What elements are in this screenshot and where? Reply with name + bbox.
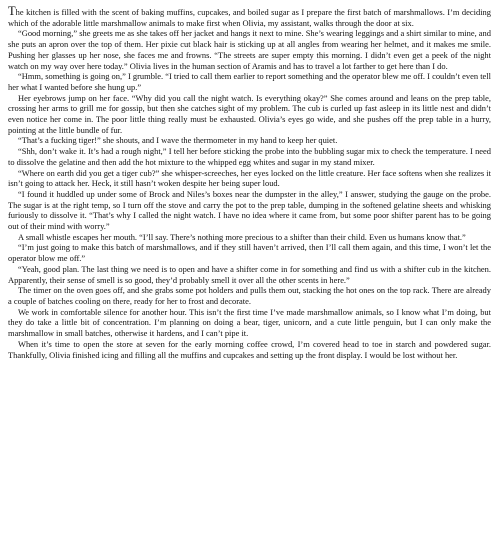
paragraph-9: A small whistle escapes her mouth. “I’ll say. There’s nothing more precious to a shifter than their child. Even us humans know that.” (18, 231, 466, 242)
paragraph-6: “Shh, don’t wake it. It’s had a rough night,” I tell her before sticking the probe into the bubbling sugar mix to check the temperature. I need to dissolve the gelatine and then add the hot mixture to the whipped egg whites and sugar in my stand mixer. (8, 146, 491, 167)
paragraph-1-text: he kitchen is filled with the scent of baking muffins, cupcakes, and boiled sugar as I prepare the first batch of marshmallows. I’m deciding which of the adorable little marshmallow animals to make first when Olivia, my assistant, walks through the door at six. (8, 7, 491, 28)
paragraph-11: “Yeah, good plan. The last thing we need is to open and have a shifter come in for something and find us with a shifter cub in the kitchen. Apparently, their sense of smell is so good, they’d probably smell it over all the other scents in here.” (8, 263, 491, 285)
paragraph-1 (8, 6, 491, 28)
drop-cap: T (8, 4, 16, 18)
paragraph-13: We work in comfortable silence for another hour. This isn’t the first time I’ve made marshmallow animals, so I know what I’m doing, but they do take a little bit of concentration. I’m planning on doing a bear, tiger, unicorn, and a cute little penguin, but I can only make the marshmallow in small batches, otherwise it hardens, and I can’t pipe it. (8, 306, 491, 339)
paragraph-3: “Hmm, something is going on,” I grumble. “I tried to call them earlier to report something and the operator blew me off. I couldn’t even tell her what I wanted before she hung up.” (8, 71, 491, 92)
paragraph-10: “I’m just going to make this batch of marshmallows, and if they still haven’t arrived, then I’ll call them again, and this time, I won’t let the operator blow me off.” (8, 242, 491, 264)
paragraph-8: “I found it huddled up under some of Brock and Niles’s boxes near the dumpster in the alley,” I answer, studying the gauge on the probe. The sugar is at the right temp, so I turn off the stove and carry the pot to the prep table, dumping in the softened gelatine sheets and whisking furiously to dissolve it. “That’s why I called the night watch. I have no idea where it came from, but some poor shifter parent has to be going out of their mind with worry.” (8, 188, 491, 232)
paragraph-7: “Where on earth did you get a tiger cub?” she whisper-screeches, her eyes locked on the little creature. Her face softens when she realizes it isn’t going to attack her. Heck, it still hasn’t woken despite her being super loud. (8, 167, 491, 189)
paragraph-2: “Good morning,” she greets me as she takes off her jacket and hangs it next to mine. She’s wearing leggings and a shirt similar to mine, and she puts an apron over the top of them. Her pixie cut black hair is sticking up at all angles from wearing her helmet, and it makes me smile. Pushing her glasses up her nose, she faces me and frowns. “The streets are super empty this morning. I didn’t even get a peek of the night watch on my way over here today.” Olivia lives in the human section of Aramis and has to travel a lot farther to get here than I do. (8, 28, 491, 71)
paragraph-4: Her eyebrows jump on her face. “Why did you call the night watch. Is everything okay?” She comes around and leans on the prep table, crossing her arms to grill me for gossip, but then she catches sight of my problem. The cub is curled up fast asleep in its little nest and didn’t even notice her come in. The poor little thing really must be exhausted. Olivia’s eyes go wide, and she pushes off the prep table in a hurry, pointing at the little bundle of fur. (8, 92, 491, 135)
paragraph-5: “That’s a fucking tiger!” she shouts, and I wave the thermometer in my hand to keep her quiet. (18, 135, 338, 146)
paragraph-14: When it’s time to open the store at seven for the early morning coffee crowd, I’m covered head to toe in starch and powdered sugar. Thankfully, Olivia finished icing and filling all the muffins and cupcakes and setting up the front display. I would be lost without her. (8, 338, 491, 360)
paragraph-12: The timer on the oven goes off, and she grabs some pot holders and pulls them out, stacking the hot ones on the top rack. There are already a couple of batches cooling on there, ready for her to frost and decorate. (8, 285, 491, 306)
